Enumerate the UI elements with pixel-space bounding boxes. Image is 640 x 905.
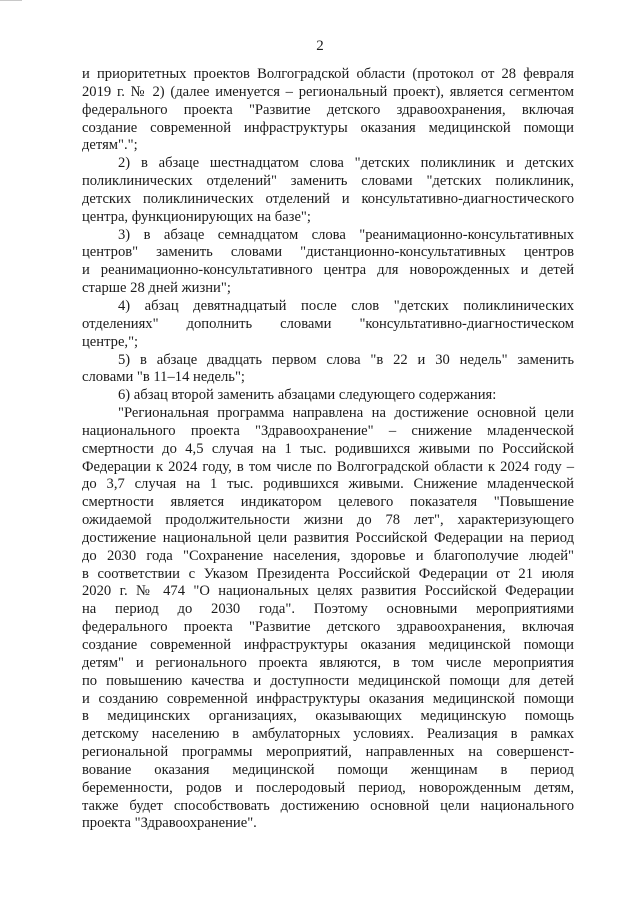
document-body: [82, 66, 574, 833]
text-line: в медицинских организациях, оказывающих медицинскую помощь: [82, 708, 574, 725]
text-line: 5) в абзаце двадцать первом слова "в 22 и 30 недель" заменить: [118, 351, 574, 368]
text-line: и приоритетных проектов Волгоградской области (протокол от 28 февраля: [82, 66, 574, 82]
text-line: центров" заменить словами "дистанционно-консультативных центров: [82, 244, 574, 261]
text-line: 3) в абзаце семнадцатом слова "реанимационно-консультативных: [118, 226, 574, 243]
text-line: беременности, родов и послеродовый период, новорожденным детям,: [82, 779, 574, 796]
text-line: до 2030 года "Сохранение населения, здоровье и благополучие людей": [82, 547, 574, 564]
page-number: 2: [316, 38, 324, 54]
text-line: поликлинических отделений" заменить словами "детских поликлиник,: [82, 173, 574, 190]
text-line: на период до 2030 года". Поэтому основными мероприятиями: [82, 601, 574, 618]
text-line: достижение национальной цели развития Российской Федерации на период: [82, 529, 574, 546]
text-line: создание современной инфраструктуры оказания медицинской помощи: [82, 637, 574, 653]
text-line: детям".";: [82, 137, 138, 154]
text-line: смертности до 4,5 случая на 1 тыс. родившихся живыми по Российской: [82, 440, 574, 457]
text-line: 2020 г. № 474 "О национальных целях развития Российской Федерации: [82, 583, 574, 600]
text-line: создание современной инфраструктуры оказания медицинской помощи: [82, 119, 574, 136]
text-line: и созданию современной инфраструктуры оказания медицинской помощи: [82, 690, 574, 707]
text-line: федерального проекта "Развитие детского здравоохранения, включая: [82, 101, 574, 118]
text-line: центра, функционирующих на базе";: [82, 208, 311, 225]
text-line: национального проекта "Здравоохранение" – снижение младенческой: [82, 422, 574, 439]
text-line: ожидаемой продолжительности жизни до 78 лет", характеризующего: [82, 512, 574, 529]
text-line: также будет способствовать достижению основной цели национального: [82, 797, 574, 814]
text-line: детских поликлинических отделений и консультативно-диагностического: [82, 190, 574, 207]
scan-edge-mark: [0, 0, 22, 5]
text-line: смертности является индикатором целевого показателя "Повышение: [82, 494, 574, 511]
text-line: детскому населению в амбулаторных условиях. Реализация в рамках: [82, 726, 574, 743]
text-line: 2) в абзаце шестнадцатом слова "детских поликлиник и детских: [118, 155, 574, 172]
text-line: детям" и регионального проекта являются, в том числе мероприятия: [82, 654, 574, 671]
text-line: Федерации к 2024 году, в том числе по Волгоградской области к 2024 году –: [82, 458, 574, 475]
text-line: в соответствии с Указом Президента Российской Федерации от 21 июля: [82, 565, 574, 582]
text-line: "Региональная программа направлена на достижение основной цели: [118, 405, 574, 422]
text-line: проекта "Здравоохранение".: [82, 815, 257, 832]
text-line: федерального проекта "Развитие детского здравоохранения, включая: [82, 619, 574, 636]
text-line: и реанимационно-консультативного центра для новорожденных и детей: [82, 262, 574, 279]
text-line: старше 28 дней жизни";: [82, 280, 231, 297]
text-line: до 3,7 случая на 1 тыс. родившихся живыми. Снижение младенческой: [82, 476, 574, 493]
text-line: словами "в 11–14 недель";: [82, 369, 245, 386]
text-line: по повышению качества и доступности медицинской помощи для детей: [82, 672, 574, 689]
text-line: 6) абзац второй заменить абзацами следующего содержания:: [118, 387, 497, 404]
text-line: 4) абзац девятнадцатый после слов "детских поликлинических: [118, 297, 574, 314]
text-line: 2019 г. № 2) (далее именуется – региональный проект), является сегментом: [82, 83, 574, 100]
text-line: отделениях" дополнить словами "консультативно-диагностическом: [82, 315, 574, 332]
text-line: центре,";: [82, 333, 139, 350]
text-line: вование оказания медицинской помощи женщинам в период: [82, 761, 574, 778]
text-line: региональной программы мероприятий, направленных на совершенст-: [82, 744, 574, 761]
